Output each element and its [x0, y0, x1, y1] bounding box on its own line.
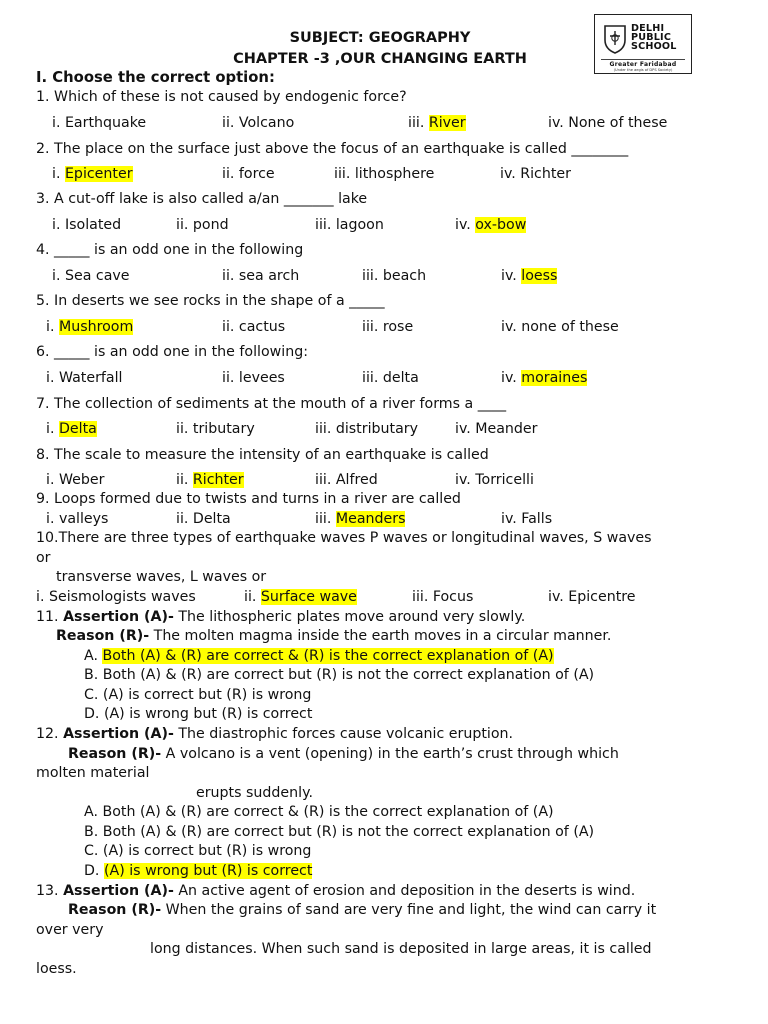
logo-divider	[601, 59, 685, 60]
q2-option-2: ii. force	[222, 166, 275, 182]
q2-option-1: i. Epicenter	[52, 166, 133, 182]
q6-option-1: i. Waterfall	[46, 370, 123, 386]
question-3: 3. A cut-off lake is also called a/an _______ lake	[36, 191, 368, 207]
q1-option-4: iv. None of these	[548, 115, 668, 131]
logo-tagline: (Under the aegis of DPS Society)	[613, 68, 673, 72]
answer-highlight: moraines	[521, 370, 588, 386]
q8-option-3: iii. Alfred	[315, 472, 378, 488]
question-12-reason-cont2: erupts suddenly.	[196, 785, 313, 801]
q7-option-1: i. Delta	[46, 421, 97, 437]
q9-option-1: i. valleys	[46, 511, 109, 527]
question-10-cont2: transverse waves, L waves or	[56, 569, 267, 585]
q12-option-c: C. (A) is correct but (R) is wrong	[84, 843, 312, 859]
question-11-assertion: 11. Assertion (A)- The lithospheric plates move around very slowly.	[36, 609, 526, 625]
q12-option-a: A. Both (A) & (R) are correct & (R) is the correct explanation of (A)	[84, 804, 554, 820]
q11-option-b: B. Both (A) & (R) are correct but (R) is not the correct explanation of (A)	[84, 667, 595, 683]
answer-highlight: Richter	[192, 472, 244, 488]
q11-option-d: D. (A) is wrong but (R) is correct	[84, 706, 313, 722]
q4-option-3: iii. beach	[362, 268, 427, 284]
q2-option-4: iv. Richter	[500, 166, 571, 182]
q11-option-a: A. Both (A) & (R) are correct & (R) is the correct explanation of (A)	[84, 648, 554, 664]
answer-highlight: (A) is wrong but (R) is correct	[103, 863, 313, 879]
q10-option-3: iii. Focus	[412, 589, 474, 605]
q10-option-2: ii. Surface wave	[244, 589, 357, 605]
q6-option-4: iv. moraines	[501, 370, 588, 386]
question-10: 10.There are three types of earthquake waves P waves or longitudinal waves, S waves	[36, 530, 652, 546]
question-13-reason-cont3: loess.	[36, 961, 77, 977]
question-6: 6. _____ is an odd one in the following:	[36, 344, 308, 360]
answer-highlight: River	[428, 115, 466, 131]
q2-option-3: iii. lithosphere	[334, 166, 435, 182]
q5-option-2: ii. cactus	[222, 319, 286, 335]
question-12-reason: Reason (R)- A volcano is a vent (opening) in the earth’s crust through which	[68, 746, 619, 762]
q3-option-3: iii. lagoon	[315, 217, 384, 233]
q1-option-1: i. Earthquake	[52, 115, 147, 131]
question-4: 4. _____ is an odd one in the following	[36, 242, 304, 258]
section-title: I. Choose the correct option:	[36, 69, 275, 86]
q3-option-1: i. Isolated	[52, 217, 122, 233]
answer-highlight: ox-bow	[475, 217, 527, 233]
question-2: 2. The place on the surface just above the focus of an earthquake is called ________	[36, 141, 629, 157]
q7-option-4: iv. Meander	[455, 421, 538, 437]
question-5: 5. In deserts we see rocks in the shape of a _____	[36, 293, 385, 309]
q5-option-4: iv. none of these	[501, 319, 619, 335]
question-12-assertion: 12. Assertion (A)- The diastrophic forces cause volcanic eruption.	[36, 726, 514, 742]
logo-city: Greater Faridabad	[609, 61, 677, 68]
q10-option-1: i. Seismologists waves	[36, 589, 196, 605]
subject-heading: SUBJECT: GEOGRAPHY	[289, 30, 471, 46]
chapter-heading: CHAPTER -3 ,OUR CHANGING EARTH	[233, 51, 527, 67]
q3-option-2: ii. pond	[176, 217, 229, 233]
q6-option-3: iii. delta	[362, 370, 419, 386]
q9-option-3: iii. Meanders	[315, 511, 406, 527]
answer-highlight: Mushroom	[58, 319, 134, 335]
question-13-reason-cont: over very	[36, 922, 104, 938]
question-1: 1. Which of these is not caused by endogenic force?	[36, 89, 407, 105]
q7-option-3: iii. distributary	[315, 421, 419, 437]
q4-option-1: i. Sea cave	[52, 268, 130, 284]
question-9: 9. Loops formed due to twists and turns in a river are called	[36, 491, 461, 507]
question-11-reason: Reason (R)- The molten magma inside the earth moves in a circular manner.	[56, 628, 612, 644]
q4-option-2: ii. sea arch	[222, 268, 300, 284]
logo-name: DELHI PUBLIC SCHOOL	[631, 23, 677, 53]
q5-option-3: iii. rose	[362, 319, 414, 335]
q12-option-d: D. (A) is wrong but (R) is correct	[84, 863, 313, 879]
q7-option-2: ii. tributary	[176, 421, 255, 437]
q11-option-c: C. (A) is correct but (R) is wrong	[84, 687, 312, 703]
q3-option-4: iv. ox-bow	[455, 217, 527, 233]
q12-option-b: B. Both (A) & (R) are correct but (R) is not the correct explanation of (A)	[84, 824, 595, 840]
q8-option-1: i. Weber	[46, 472, 105, 488]
q9-option-4: iv. Falls	[501, 511, 553, 527]
school-crest-icon	[603, 24, 627, 54]
q5-option-1: i. Mushroom	[46, 319, 134, 335]
answer-highlight: loess	[521, 268, 558, 284]
answer-highlight: Surface wave	[260, 589, 357, 605]
school-logo	[594, 14, 692, 74]
question-7: 7. The collection of sediments at the mouth of a river forms a ____	[36, 396, 507, 412]
q8-option-2: ii. Richter	[176, 472, 244, 488]
q1-option-3: iii. River	[408, 115, 466, 131]
question-13-reason: Reason (R)- When the grains of sand are very fine and light, the wind can carry it	[68, 902, 657, 918]
question-12-reason-cont: molten material	[36, 765, 150, 781]
q4-option-4: iv. loess	[501, 268, 558, 284]
question-13-reason-cont2: long distances. When such sand is deposited in large areas, it is called	[150, 941, 652, 957]
answer-highlight: Both (A) & (R) are correct & (R) is the correct explanation of (A)	[102, 648, 554, 664]
question-13-assertion: 13. Assertion (A)- An active agent of erosion and deposition in the deserts is wind.	[36, 883, 636, 899]
answer-highlight: Delta	[58, 421, 97, 437]
question-10-cont: or	[36, 550, 51, 566]
q1-option-2: ii. Volcano	[222, 115, 295, 131]
q10-option-4: iv. Epicentre	[548, 589, 636, 605]
q8-option-4: iv. Torricelli	[455, 472, 534, 488]
q9-option-2: ii. Delta	[176, 511, 231, 527]
q6-option-2: ii. levees	[222, 370, 285, 386]
question-8: 8. The scale to measure the intensity of an earthquake is called	[36, 447, 489, 463]
answer-highlight: Epicenter	[64, 166, 133, 182]
answer-highlight: Meanders	[335, 511, 406, 527]
